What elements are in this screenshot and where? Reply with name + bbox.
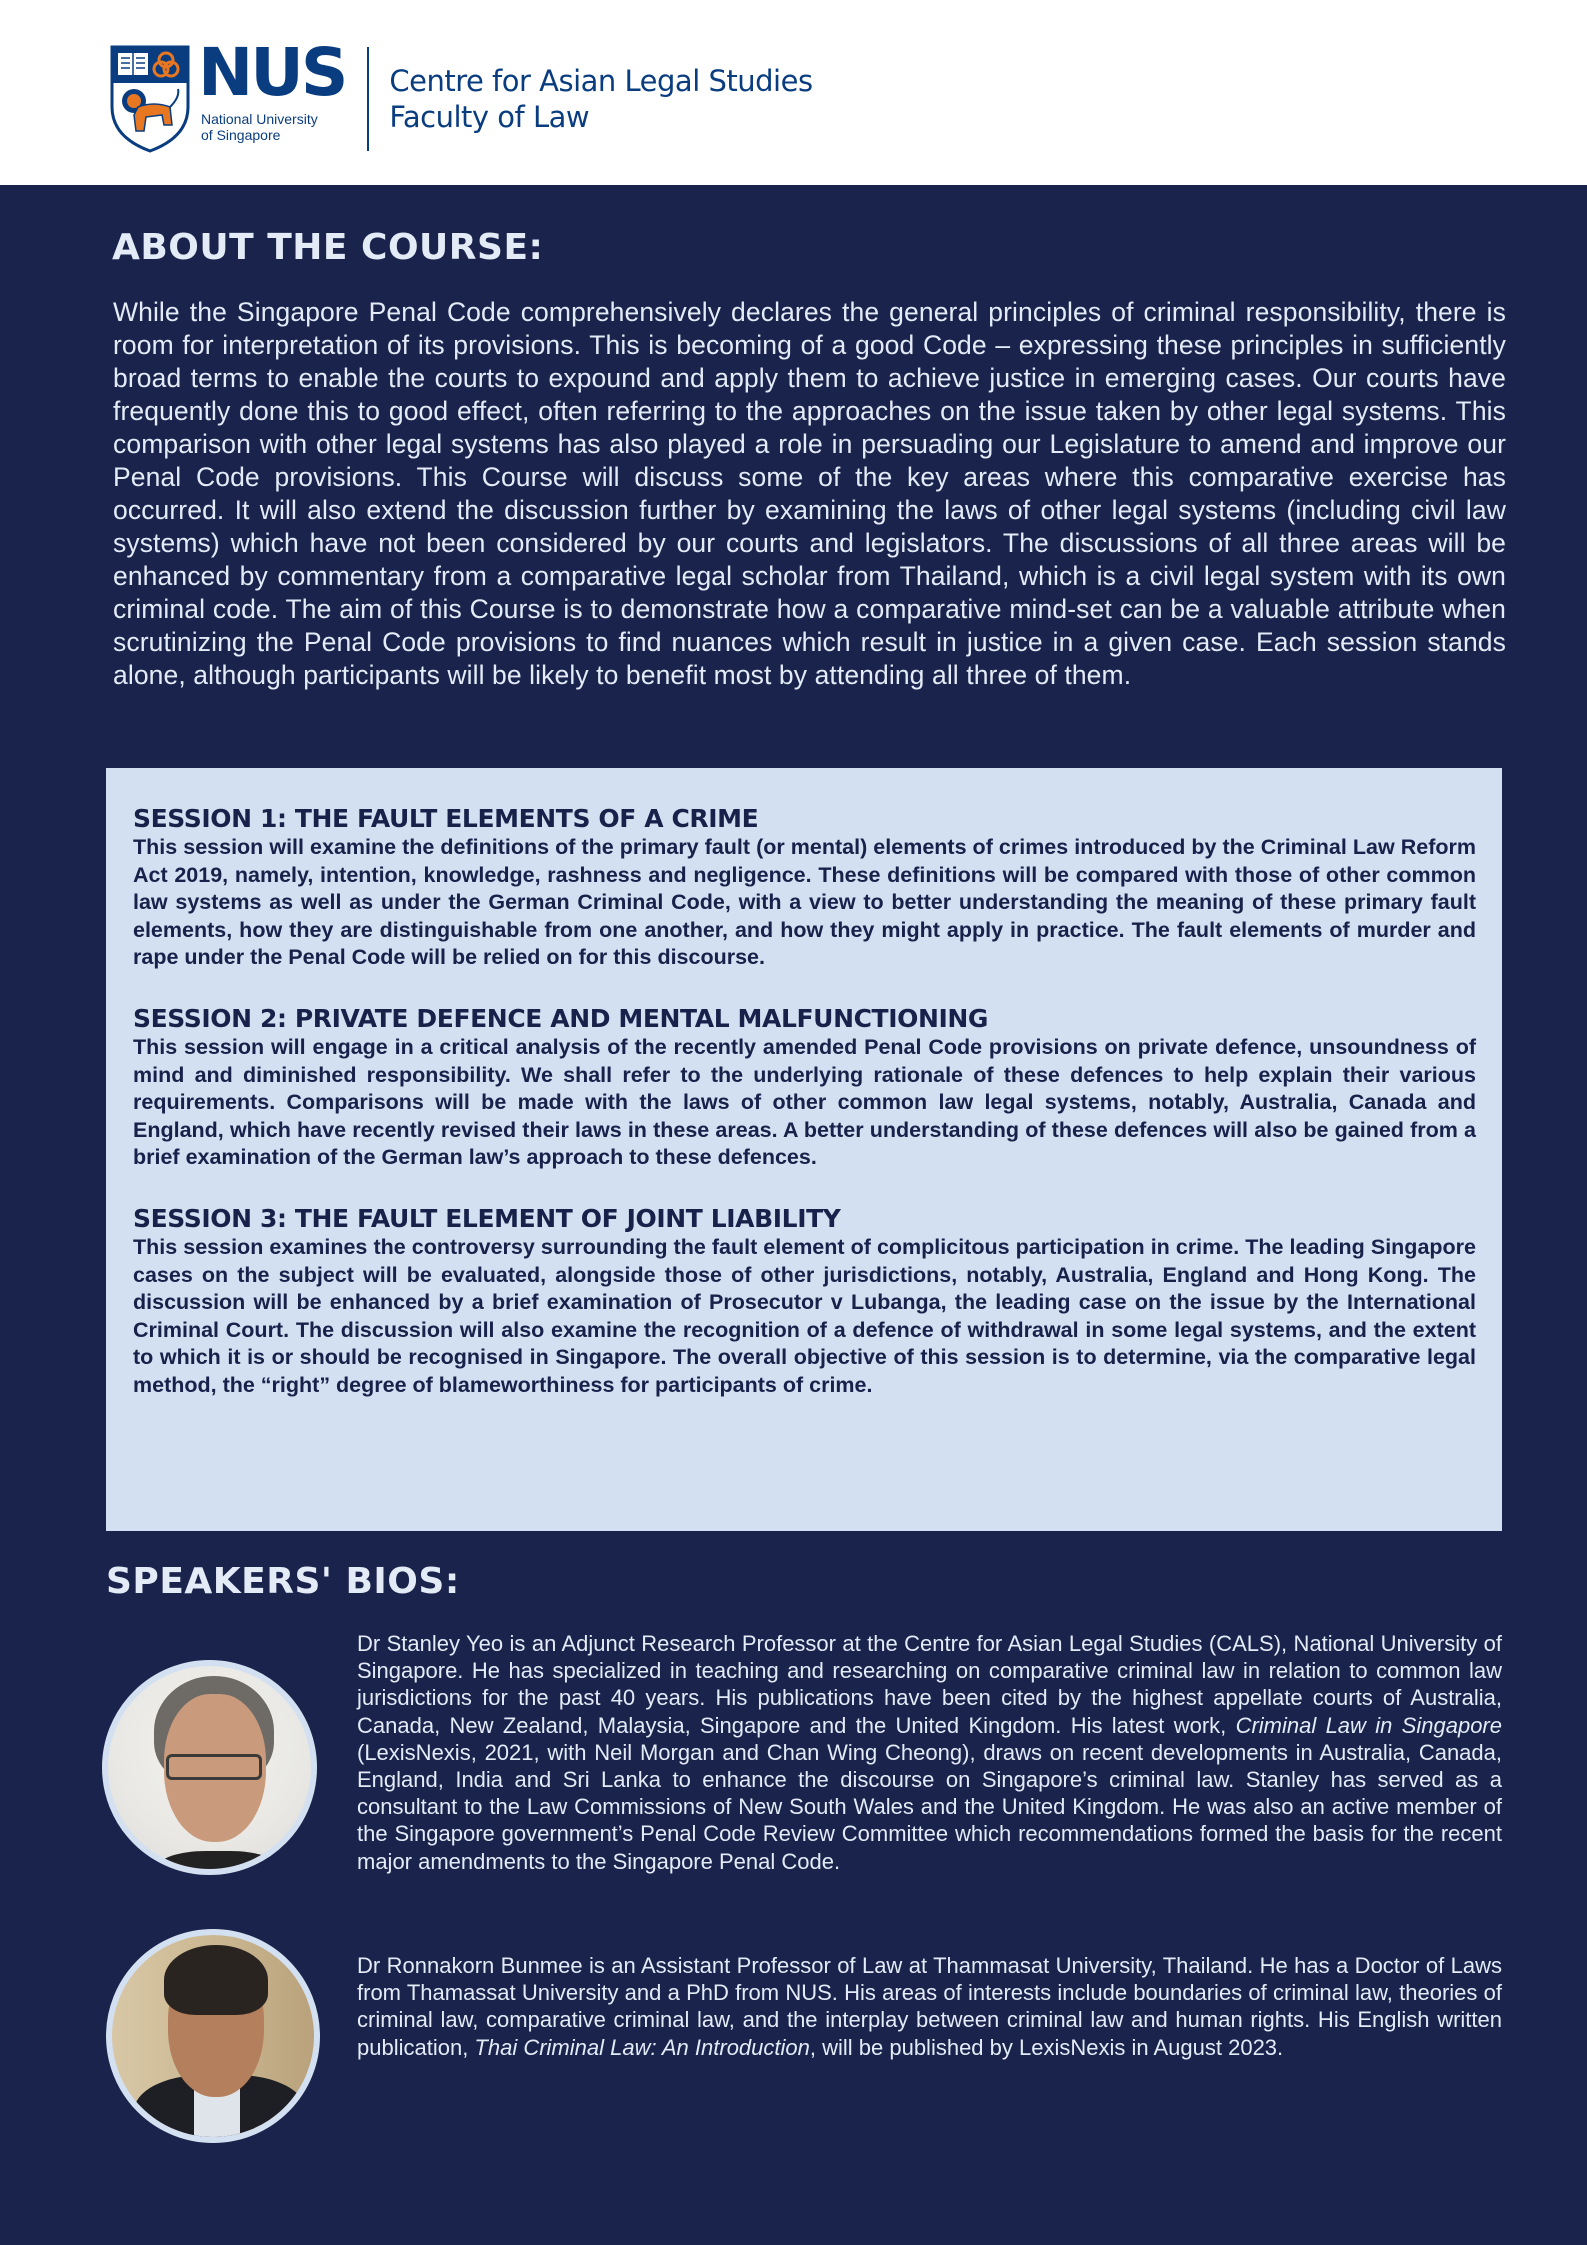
nus-wordmark-text: NUS (198, 34, 346, 111)
session-2 (133, 1004, 1476, 1172)
publication-title: Criminal Law in Singapore (1235, 1712, 1502, 1738)
bio-text: , will be published by LexisNexis in August 2023. (809, 2034, 1284, 2060)
speaker-photo-ronnakorn-bunmee (106, 1929, 320, 2143)
session-title: SESSION 2: PRIVATE DEFENCE AND MENTAL MALFUNCTIONING (133, 1003, 989, 1033)
nus-subtitle-line1: National University (201, 111, 318, 127)
photo-hair (164, 1945, 268, 2015)
session-3 (133, 1204, 1476, 1400)
nus-crest-icon (108, 45, 192, 153)
bio-text: Dr Ronnakorn Bunmee is an Assistant Professor of Law at Thammasat University, Thailand. He has a Doctor of Laws from Thamassat University and a PhD from NUS. His areas of interests include boundaries of criminal law, theories of criminal law, comparative criminal law, and the interplay between criminal law and human rights. His English written publication, (357, 1953, 1502, 2060)
speaker-bio-ronnakorn-bunmee (357, 1952, 1502, 2061)
bio-text: Dr Stanley Yeo is an Adjunct Research Professor at the Centre for Asian Legal Studies (CALS), National University of Singapore. He has specialized in teaching and researching on comparative criminal law in relation to common law jurisdictions for the past 40 years. His publications have been cited by the highest appellate courts of Australia, Canada, New Zealand, Malaysia, Singapore and the United Kingdom. His latest work, (357, 1631, 1502, 1738)
centre-name-line1: Centre for Asian Legal Studies (389, 64, 813, 98)
nus-subtitle-line2: of Singapore (201, 127, 281, 143)
speaker-photo-stanley-yeo (102, 1660, 317, 1875)
session-1 (133, 804, 1476, 972)
faculty-name: Faculty of Law (389, 100, 590, 134)
publication-title: Thai Criminal Law: An Introduction (474, 2034, 810, 2060)
centre-name (389, 63, 812, 135)
logo-divider (367, 47, 369, 151)
about-body: While the Singapore Penal Code comprehensively declares the general principles of criminal responsibility, there is room for interpretation of its provisions. This is becoming of a good Code – expressing these principles in sufficiently broad terms to enable the courts to expound and apply them to achieve justice in emerging cases. Our courts have frequently done this to good effect, often referring to the approaches on the issue taken by other legal systems. This comparison with other legal systems has also played a role in persuading our Legislature to amend and improve our Penal Code provisions. This Course will discuss some of the key areas where this comparative exercise has occurred. It will also extend the discussion further by examining the laws of other legal systems (including civil law systems) which have not been considered by our courts and legislators. The discussions of all three areas will be enhanced by commentary from a comparative legal scholar from Thailand, which is a civil legal system with its own criminal code. The aim of this Course is to demonstrate how a comparative mind-set can be a valuable attribute when scrutinizing the Penal Code provisions to find nuances which result in justice in a given case. Each session stands alone, although participants will be likely to benefit most by attending all three of them. (113, 297, 1506, 690)
bio-text: (LexisNexis, 2021, with Neil Morgan and Chan Wing Cheong), draws on recent developments in Australia, Canada, England, India and Sri Lanka to enhance the discourse on Singapore’s criminal law. Stanley has served as a consultant to the Law Commissions of New South Wales and the United Kingdom. He was also an active member of the Singapore government’s Penal Code Review Committee which recommendations formed the basis for the recent major amendments to the Singapore Penal Code. (357, 1739, 1502, 1874)
nus-logo (108, 34, 813, 154)
nus-wordmark (198, 34, 346, 153)
session-description: This session will engage in a critical analysis of the recently amended Penal Code provisions on private defence, unsoundness of mind and diminished responsibility. We shall refer to the underlying rationale of these defences to help explain their various requirements. Comparisons will be made with the laws of other common law legal systems, notably, Australia, Canada and England, which have recently revised their laws in these areas. A better understanding of these defences will also be gained from a brief examination of the German law’s approach to these defences. (133, 1034, 1476, 1170)
page-header (0, 0, 1587, 185)
photo-glasses (166, 1754, 262, 1780)
speakers-heading: SPEAKERS' BIOS: (106, 1561, 460, 1602)
speaker-bio-stanley-yeo (357, 1630, 1502, 1875)
sessions-panel (106, 768, 1502, 1531)
session-title: SESSION 3: THE FAULT ELEMENT OF JOINT LIABILITY (133, 1203, 841, 1233)
about-heading: ABOUT THE COURSE: (112, 227, 544, 268)
photo-shirt (158, 1851, 278, 1875)
session-description: This session examines the controversy surrounding the fault element of complicitous participation in crime. The leading Singapore cases on the subject will be evaluated, alongside those of other jurisdictions, notably, Australia, England and Hong Kong. The discussion will be enhanced by a brief examination of Prosecutor v Lubanga, the leading case on the issue by the International Criminal Court. The discussion will also examine the recognition of a defence of withdrawal in some legal systems, and the extent to which it is or should be recognised in Singapore. The overall objective of this session is to determine, via the comparative legal method, the “right” degree of blameworthiness for participants of crime. (133, 1234, 1476, 1397)
session-title: SESSION 1: THE FAULT ELEMENTS OF A CRIME (133, 804, 759, 833)
session-description: This session will examine the definitions of the primary fault (or mental) elements of crimes introduced by the Criminal Law Reform Act 2019, namely, intention, knowledge, rashness and negligence. These definitions will be compared with those of other common law systems as well as under the German Criminal Code, with a view to better understanding the meaning of these primary fault elements, how they are distinguishable from one another, and how they might apply in practice. The fault elements of murder and rape under the Penal Code will be relied on for this discourse. (133, 835, 1476, 970)
